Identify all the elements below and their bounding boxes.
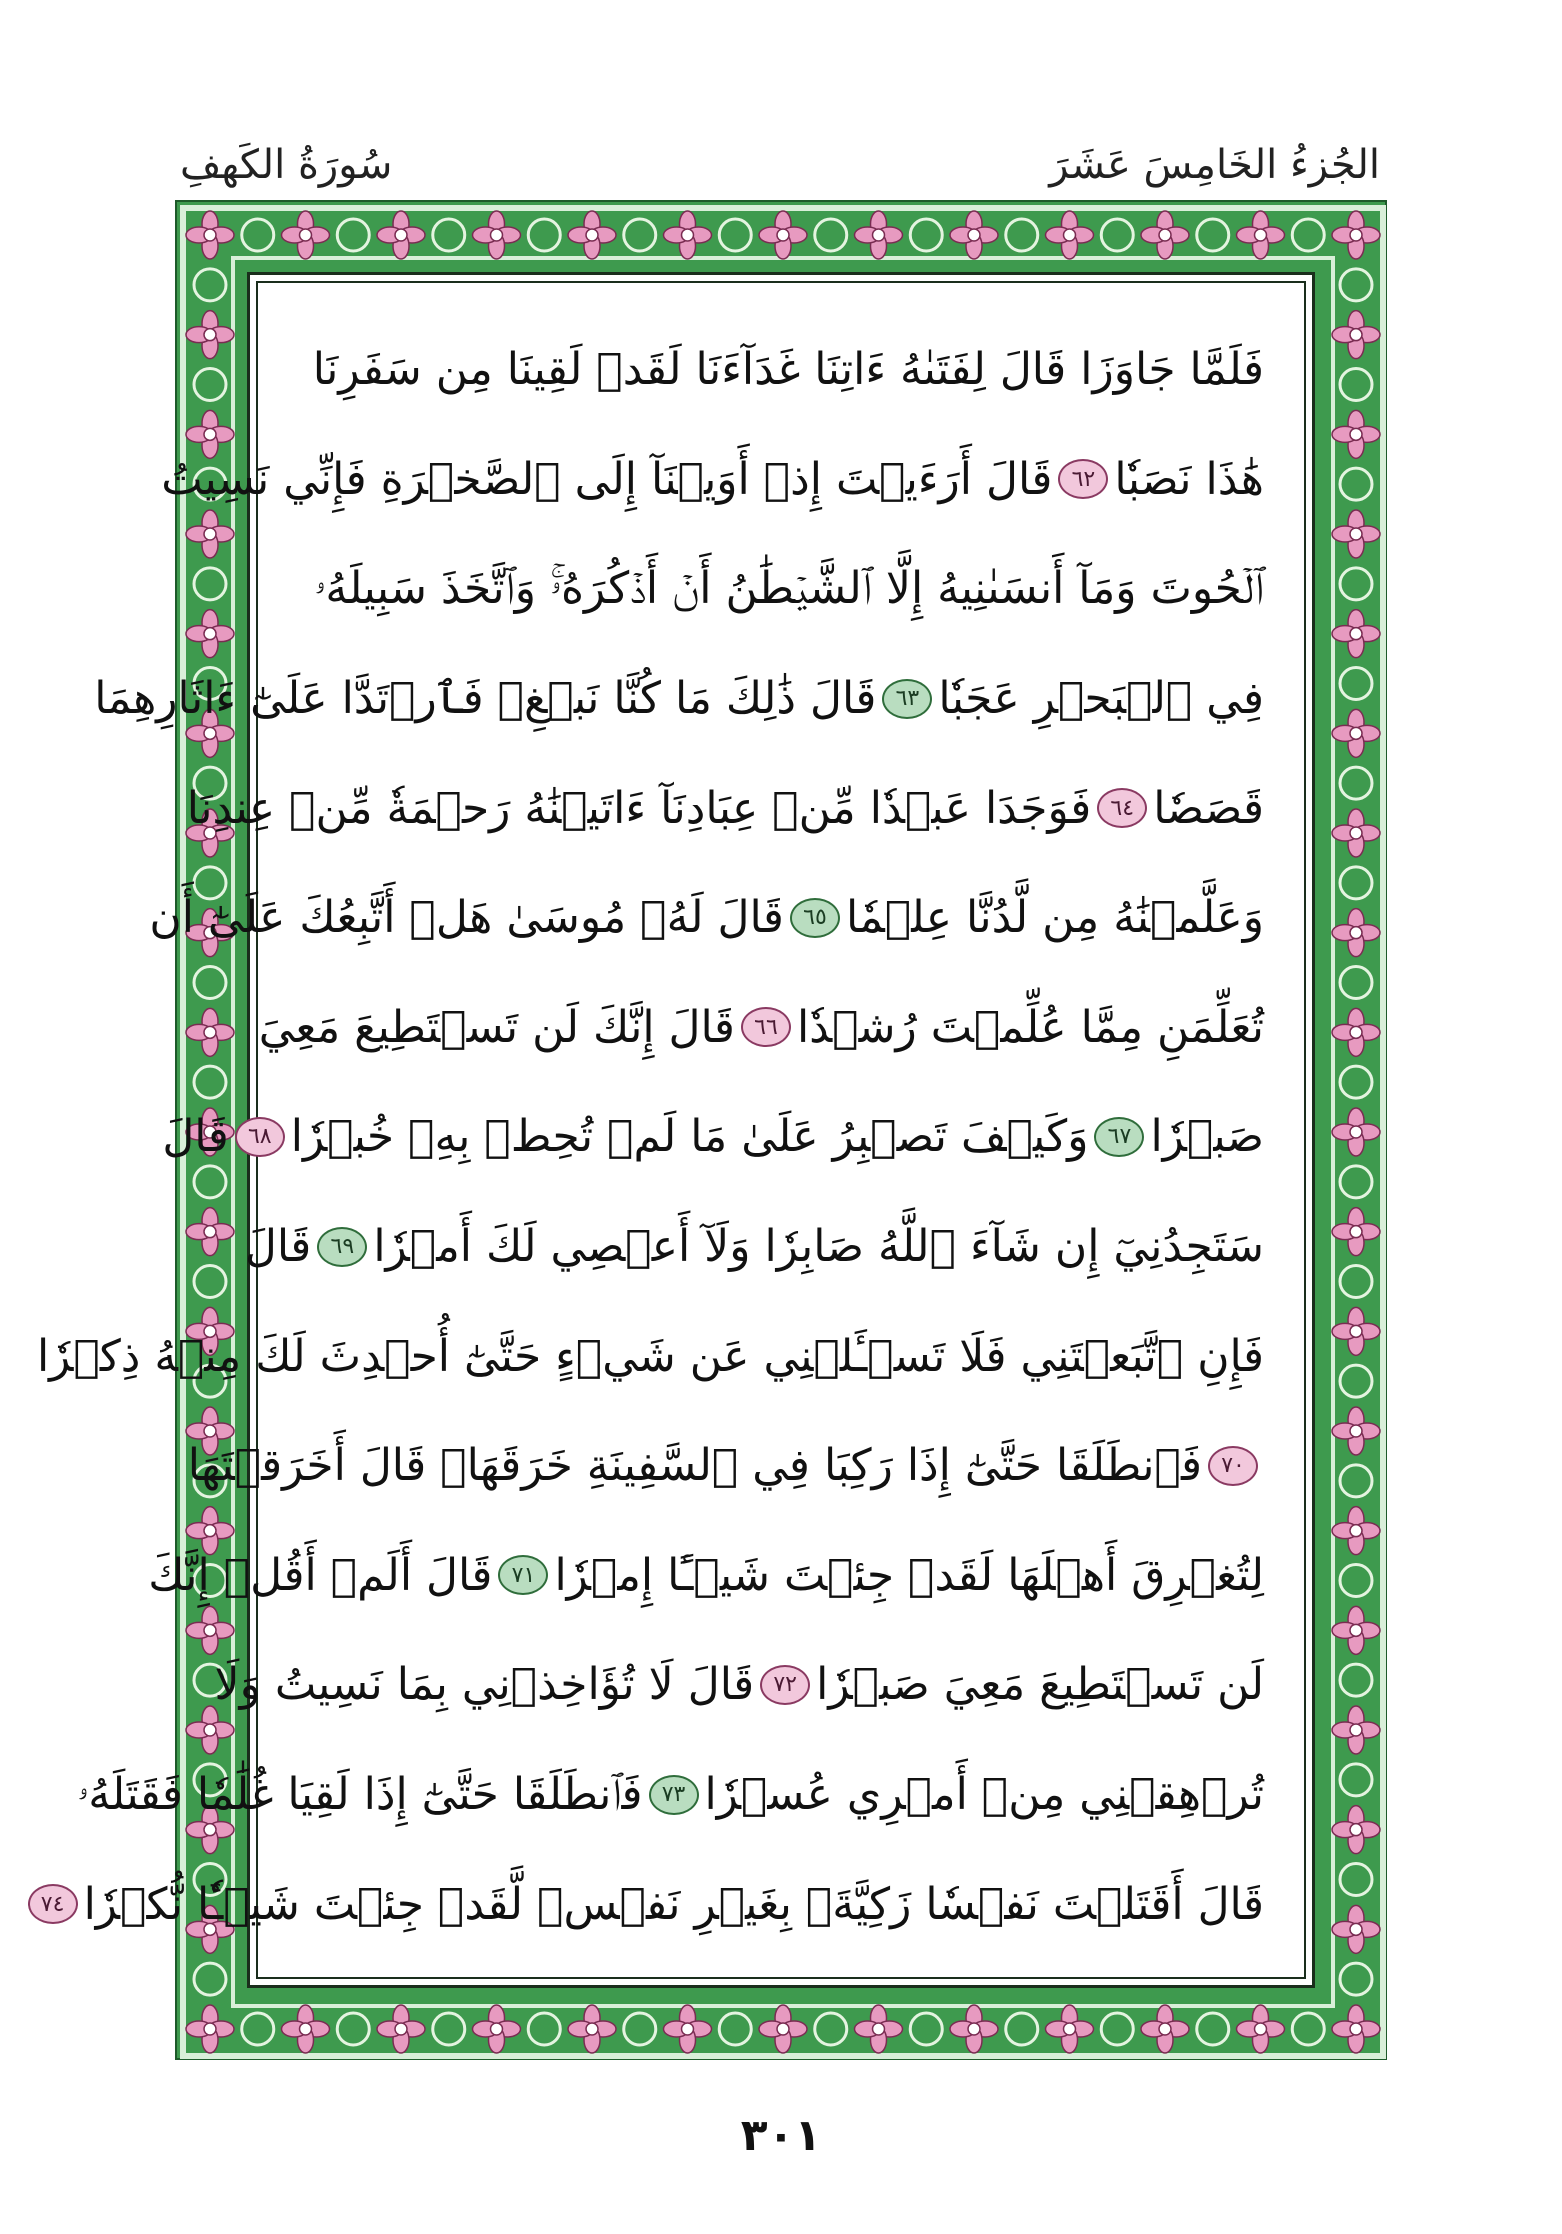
verse-text: قَالَ أَلَمۡ أَقُلۡ إِنَّكَ [148,1549,493,1601]
verse-text: تُرۡهِقۡنِي مِنۡ أَمۡرِي عُسۡرٗا [704,1769,1264,1821]
verse-text: قَالَ أَرَءَيۡتَ إِذۡ أَوَيۡنَآ إِلَى ٱلصَّخۡرَةِ فَإِنِّي نَسِيتُ [161,453,1053,505]
vine-ornament [1340,867,1372,899]
vine-ornament [1340,1664,1372,1696]
ayah-number-marker: ٦٣ [882,679,932,719]
vine-ornament [1340,1365,1372,1397]
verse-text: فَلَمَّا جَاوَزَا قَالَ لِفَتَىٰهُ ءَاتِنَا غَدَآءَنَا لَقَدۡ لَقِينَا مِن سَفَرِنَا [312,344,1264,396]
flower-ornament [186,211,234,259]
vine-ornament [1340,668,1372,700]
vine-ornament [1197,2013,1229,2045]
page-number: ٣٠١ [740,2110,822,2161]
flower-ornament [186,1008,234,1056]
verse-text: صَبۡرٗا [1150,1111,1264,1163]
flower-ornament [1332,311,1380,359]
verse-line [149,863,1264,973]
surah-title: سُورَةُ الكَهفِ [180,142,393,188]
vine-ornament [1340,1565,1372,1597]
vine-ornament [1340,1066,1372,1098]
vine-ornament [1006,219,1038,251]
verse-line [244,1192,1264,1302]
ayah-number-marker: ٦٦ [741,1007,791,1047]
vine-ornament [1340,1266,1372,1298]
verse-text: قَالَ لَا تُؤَاخِذۡنِي بِمَا نَسِيتُ وَلَا [214,1659,755,1711]
flower-ornament [1141,211,1189,259]
page-header [180,120,1380,210]
ayah-number-marker: ٧١ [498,1555,548,1595]
vine-ornament [910,2013,942,2045]
verse-text: قَالَ أَقَتَلۡتَ نَفۡسٗا زَكِيَّةَۢ بِغَيۡرِ نَفۡسٖ لَّقَدۡ جِئۡتَ شَيۡـٔٗا نُّكۡرٗا [83,1878,1264,1930]
vine-ornament [1197,219,1229,251]
flower-ornament [1332,1706,1380,1754]
vine-ornament [194,269,226,301]
vine-ornament [910,219,942,251]
flower-ornament [1332,1606,1380,1654]
verse-text: فَإِنِ ٱتَّبَعۡتَنِي فَلَا تَسۡـَٔلۡنِي عَن شَيۡءٍ حَتَّىٰٓ أُحۡدِثَ لَكَ مِنۡهُ ذِكۡرٗا [36,1330,1264,1382]
ayah-number-marker: ٧٠ [1208,1446,1258,1486]
vine-ornament [1340,369,1372,401]
vine-ornament [194,568,226,600]
verse-line [258,973,1264,1083]
vine-ornament [624,2013,656,2045]
flower-ornament [950,211,998,259]
verse-line [161,425,1264,535]
vine-ornament [1340,468,1372,500]
flower-ornament [186,1606,234,1654]
verse-line [187,1411,1264,1521]
flower-ornament [759,2005,807,2053]
verse-line [77,1740,1264,1850]
flower-ornament [568,211,616,259]
verse-line [94,644,1264,754]
flower-ornament [1237,211,1285,259]
flower-ornament [1046,2005,1094,2053]
flower-ornament [855,211,903,259]
flower-ornament [186,1507,234,1555]
flower-ornament [1332,610,1380,658]
flower-ornament [1046,211,1094,259]
flower-ornament [186,610,234,658]
flower-ornament [186,1208,234,1256]
verse-text: قَالَ [162,1111,229,1163]
flower-ornament [186,2005,234,2053]
vine-ornament [337,2013,369,2045]
verse-text: ٱلۡحُوتَ وَمَآ أَنسَىٰنِيهُ إِلَّا ٱلشَّيۡطَٰنُ أَنۡ أَذۡكُرَهُۥۚ وَٱتَّخَذَ سَبِيلَهُۥ [314,563,1264,615]
vine-ornament [194,1066,226,1098]
vine-ornament [433,219,465,251]
flower-ornament [664,2005,712,2053]
vine-ornament [815,219,847,251]
verse-text: لَن تَسۡتَطِيعَ مَعِيَ صَبۡرٗا [816,1659,1264,1711]
flower-ornament [1332,1407,1380,1455]
verse-line [162,1082,1264,1192]
vine-ornament [194,1166,226,1198]
ayah-number-marker: ٦٧ [1094,1117,1144,1157]
vine-ornament [242,219,274,251]
vine-ornament [1292,219,1324,251]
ayah-number-marker: ٦٢ [1058,459,1108,499]
verse-text: تُعَلِّمَنِ مِمَّا عُلِّمۡتَ رُشۡدٗا [796,1001,1264,1053]
verse-text: فَٱنطَلَقَا حَتَّىٰٓ إِذَا لَقِيَا غُلَٰمٗا فَقَتَلَهُۥ [77,1769,643,1821]
vine-ornament [1340,767,1372,799]
verse-text: فَوَجَدَا عَبۡدٗا مِّنۡ عِبَادِنَآ ءَاتَيۡنَٰهُ رَحۡمَةٗ مِّنۡ عِندِنَا [186,782,1092,834]
vine-ornament [194,1963,226,1995]
flower-ornament [1332,1905,1380,1953]
vine-ornament [624,219,656,251]
flower-ornament [473,211,521,259]
vine-ornament [1101,219,1133,251]
verse-lines [36,315,1264,1959]
flower-ornament [1332,410,1380,458]
verse-text: لِتُغۡرِقَ أَهۡلَهَا لَقَدۡ جِئۡتَ شَيۡـًٔا إِمۡرٗا [554,1549,1264,1601]
flower-ornament [186,410,234,458]
vine-ornament [815,2013,847,2045]
flower-ornament [1332,1108,1380,1156]
verse-line [148,1521,1264,1631]
vine-ornament [1340,568,1372,600]
vine-ornament [337,219,369,251]
vine-ornament [1340,1864,1372,1896]
flower-ornament [377,2005,425,2053]
flower-ornament [282,211,330,259]
flower-ornament [1332,2005,1380,2053]
verse-text: قَالَ ذَٰلِكَ مَا كُنَّا نَبۡغِۚ فَٱرۡتَدَّا عَلَىٰٓ ءَاثَارِهِمَا [94,673,877,725]
verse-line [298,315,1264,425]
flower-ornament [186,311,234,359]
vine-ornament [1340,1465,1372,1497]
flower-ornament [568,2005,616,2053]
verse-line [186,753,1264,863]
vine-ornament [719,219,751,251]
flower-ornament [1332,709,1380,757]
vine-ornament [1292,2013,1324,2045]
vine-ornament [433,2013,465,2045]
ayah-number-marker: ٦٩ [317,1227,367,1267]
verse-text: وَكَيۡفَ تَصۡبِرُ عَلَىٰ مَا لَمۡ تُحِطۡ بِهِۦ خُبۡرٗا [290,1111,1089,1163]
ayah-number-marker: ٧٣ [649,1775,699,1815]
flower-ornament [664,211,712,259]
flower-ornament [1332,1208,1380,1256]
vine-ornament [194,967,226,999]
verse-text: فَٱنطَلَقَا حَتَّىٰٓ إِذَا رَكِبَا فِي ٱلسَّفِينَةِ خَرَقَهَاۖ قَالَ أَخَرَقۡتَهَا [187,1440,1202,1492]
vine-ornament [1340,1963,1372,1995]
verse-line [298,534,1264,644]
vine-ornament [528,2013,560,2045]
vine-ornament [194,1266,226,1298]
ayah-number-marker: ٧٤ [28,1884,78,1924]
flower-ornament [1332,510,1380,558]
flower-ornament [1332,909,1380,957]
verse-text: قَالَ إِنَّكَ لَن تَسۡتَطِيعَ مَعِيَ [258,1001,735,1053]
verse-text: فِي ٱلۡبَحۡرِ عَجَبٗا [938,673,1264,725]
flower-ornament [1332,1307,1380,1355]
flower-ornament [759,211,807,259]
vine-ornament [719,2013,751,2045]
flower-ornament [1332,1806,1380,1854]
vine-ornament [194,369,226,401]
ayah-number-marker: ٦٤ [1097,788,1147,828]
vine-ornament [528,219,560,251]
verse-text: قَالَ لَهُۥ مُوسَىٰ هَلۡ أَتَّبِعُكَ عَلَىٰٓ أَن [149,892,784,944]
verse-line [36,1301,1264,1411]
vine-ornament [1340,967,1372,999]
ornamental-border [36,200,1387,2060]
verse-line [40,1849,1264,1959]
juz-title: الجُزءُ الخَامِسَ عَشَرَ [1049,142,1380,188]
verse-text: قَصَصٗا [1153,782,1264,834]
vine-ornament [1006,2013,1038,2045]
verse-text: سَتَجِدُنِيٓ إِن شَآءَ ٱللَّهُ صَابِرٗا وَلَآ أَعۡصِي لَكَ أَمۡرٗا [373,1221,1264,1273]
vine-ornament [1340,269,1372,301]
flower-ornament [1332,809,1380,857]
text-panel [36,272,1315,1988]
flower-ornament [1332,1008,1380,1056]
flower-ornament [1237,2005,1285,2053]
verse-text: قَالَ [244,1221,312,1273]
ayah-number-marker: ٧٢ [760,1665,810,1705]
flower-ornament [1332,211,1380,259]
flower-ornament [473,2005,521,2053]
vine-ornament [1340,1166,1372,1198]
vine-ornament [1101,2013,1133,2045]
flower-ornament [950,2005,998,2053]
flower-ornament [377,211,425,259]
vine-ornament [242,2013,274,2045]
verse-line [214,1630,1264,1740]
flower-ornament [186,1706,234,1754]
flower-ornament [1332,1507,1380,1555]
flower-ornament [1141,2005,1189,2053]
ayah-number-marker: ٦٨ [235,1117,285,1157]
vine-ornament [1340,1764,1372,1796]
ayah-number-marker: ٦٥ [790,898,840,938]
flower-ornament [186,510,234,558]
flower-ornament [282,2005,330,2053]
flower-ornament [855,2005,903,2053]
verse-text: وَعَلَّمۡنَٰهُ مِن لَّدُنَّا عِلۡمٗا [845,892,1264,944]
verse-text: هَٰذَا نَصَبٗا [1114,453,1264,505]
